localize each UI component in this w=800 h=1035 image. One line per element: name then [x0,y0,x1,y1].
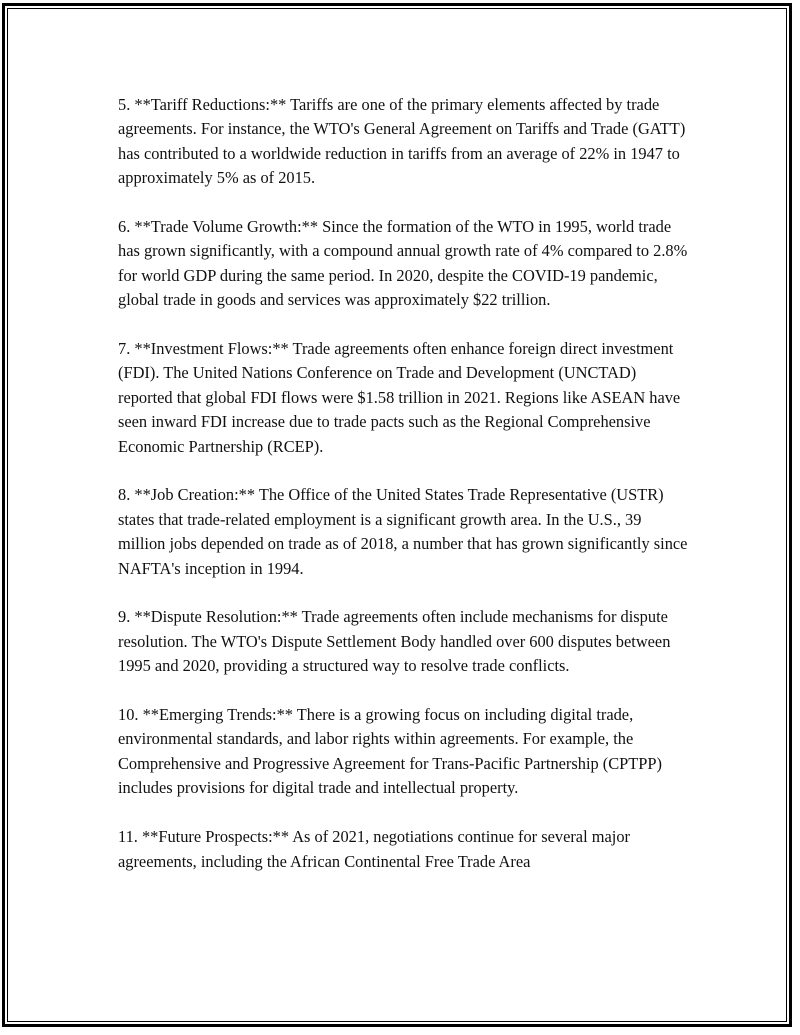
paragraph-job-creation: 8. **Job Creation:** The Office of the United States Trade Representative (USTR) states that trade-related employment is a significant growth area. In the U.S., 39 million jobs depended on trade as of 2018, a number that has grown significantly since NAFTA's inception in 1994. [118,485,688,578]
paragraph-dispute-resolution: 9. **Dispute Resolution:** Trade agreements often include mechanisms for dispute resolution. The WTO's Dispute Settlement Body handled over 600 disputes between 1995 and 2020, providing a structured way to resolve trade conflicts. [118,607,671,676]
paragraph-trade-volume-growth: 6. **Trade Volume Growth:** Since the formation of the WTO in 1995, world trade has grown significantly, with a compound annual growth rate of 4% compared to 2.8% for world GDP during the same period. In 2020, despite the COVID-19 pandemic, global trade in goods and services was approximately $22 trillion. [118,217,688,310]
paragraph-emerging-trends: 10. **Emerging Trends:** There is a growing focus on including digital trade, environmental standards, and labor rights within agreements. For example, the Comprehensive and Progressive Agreement for Trans-Pacific Partnership (CPTPP) includes provisions for digital trade and intellectual property. [118,705,662,798]
document-body [118,93,688,898]
paragraph-investment-flows: 7. **Investment Flows:** Trade agreements often enhance foreign direct investment (FDI). The United Nations Conference on Trade and Development (UNCTAD) reported that global FDI flows were $1.58 trillion in 2021. Regions like ASEAN have seen inward FDI increase due to trade pacts such as the Regional Comprehensive Economic Partnership (RCEP). [118,339,681,456]
paragraph-tariff-reductions: 5. **Tariff Reductions:** Tariffs are one of the primary elements affected by trade agreements. For instance, the WTO's General Agreement on Tariffs and Trade (GATT) has contributed to a worldwide reduction in tariffs from an average of 22% in 1947 to approximately 5% as of 2015. [118,95,686,188]
paragraph-future-prospects: 11. **Future Prospects:** As of 2021, negotiations continue for several major agreements, including the African Continental Free Trade Area [118,827,630,871]
